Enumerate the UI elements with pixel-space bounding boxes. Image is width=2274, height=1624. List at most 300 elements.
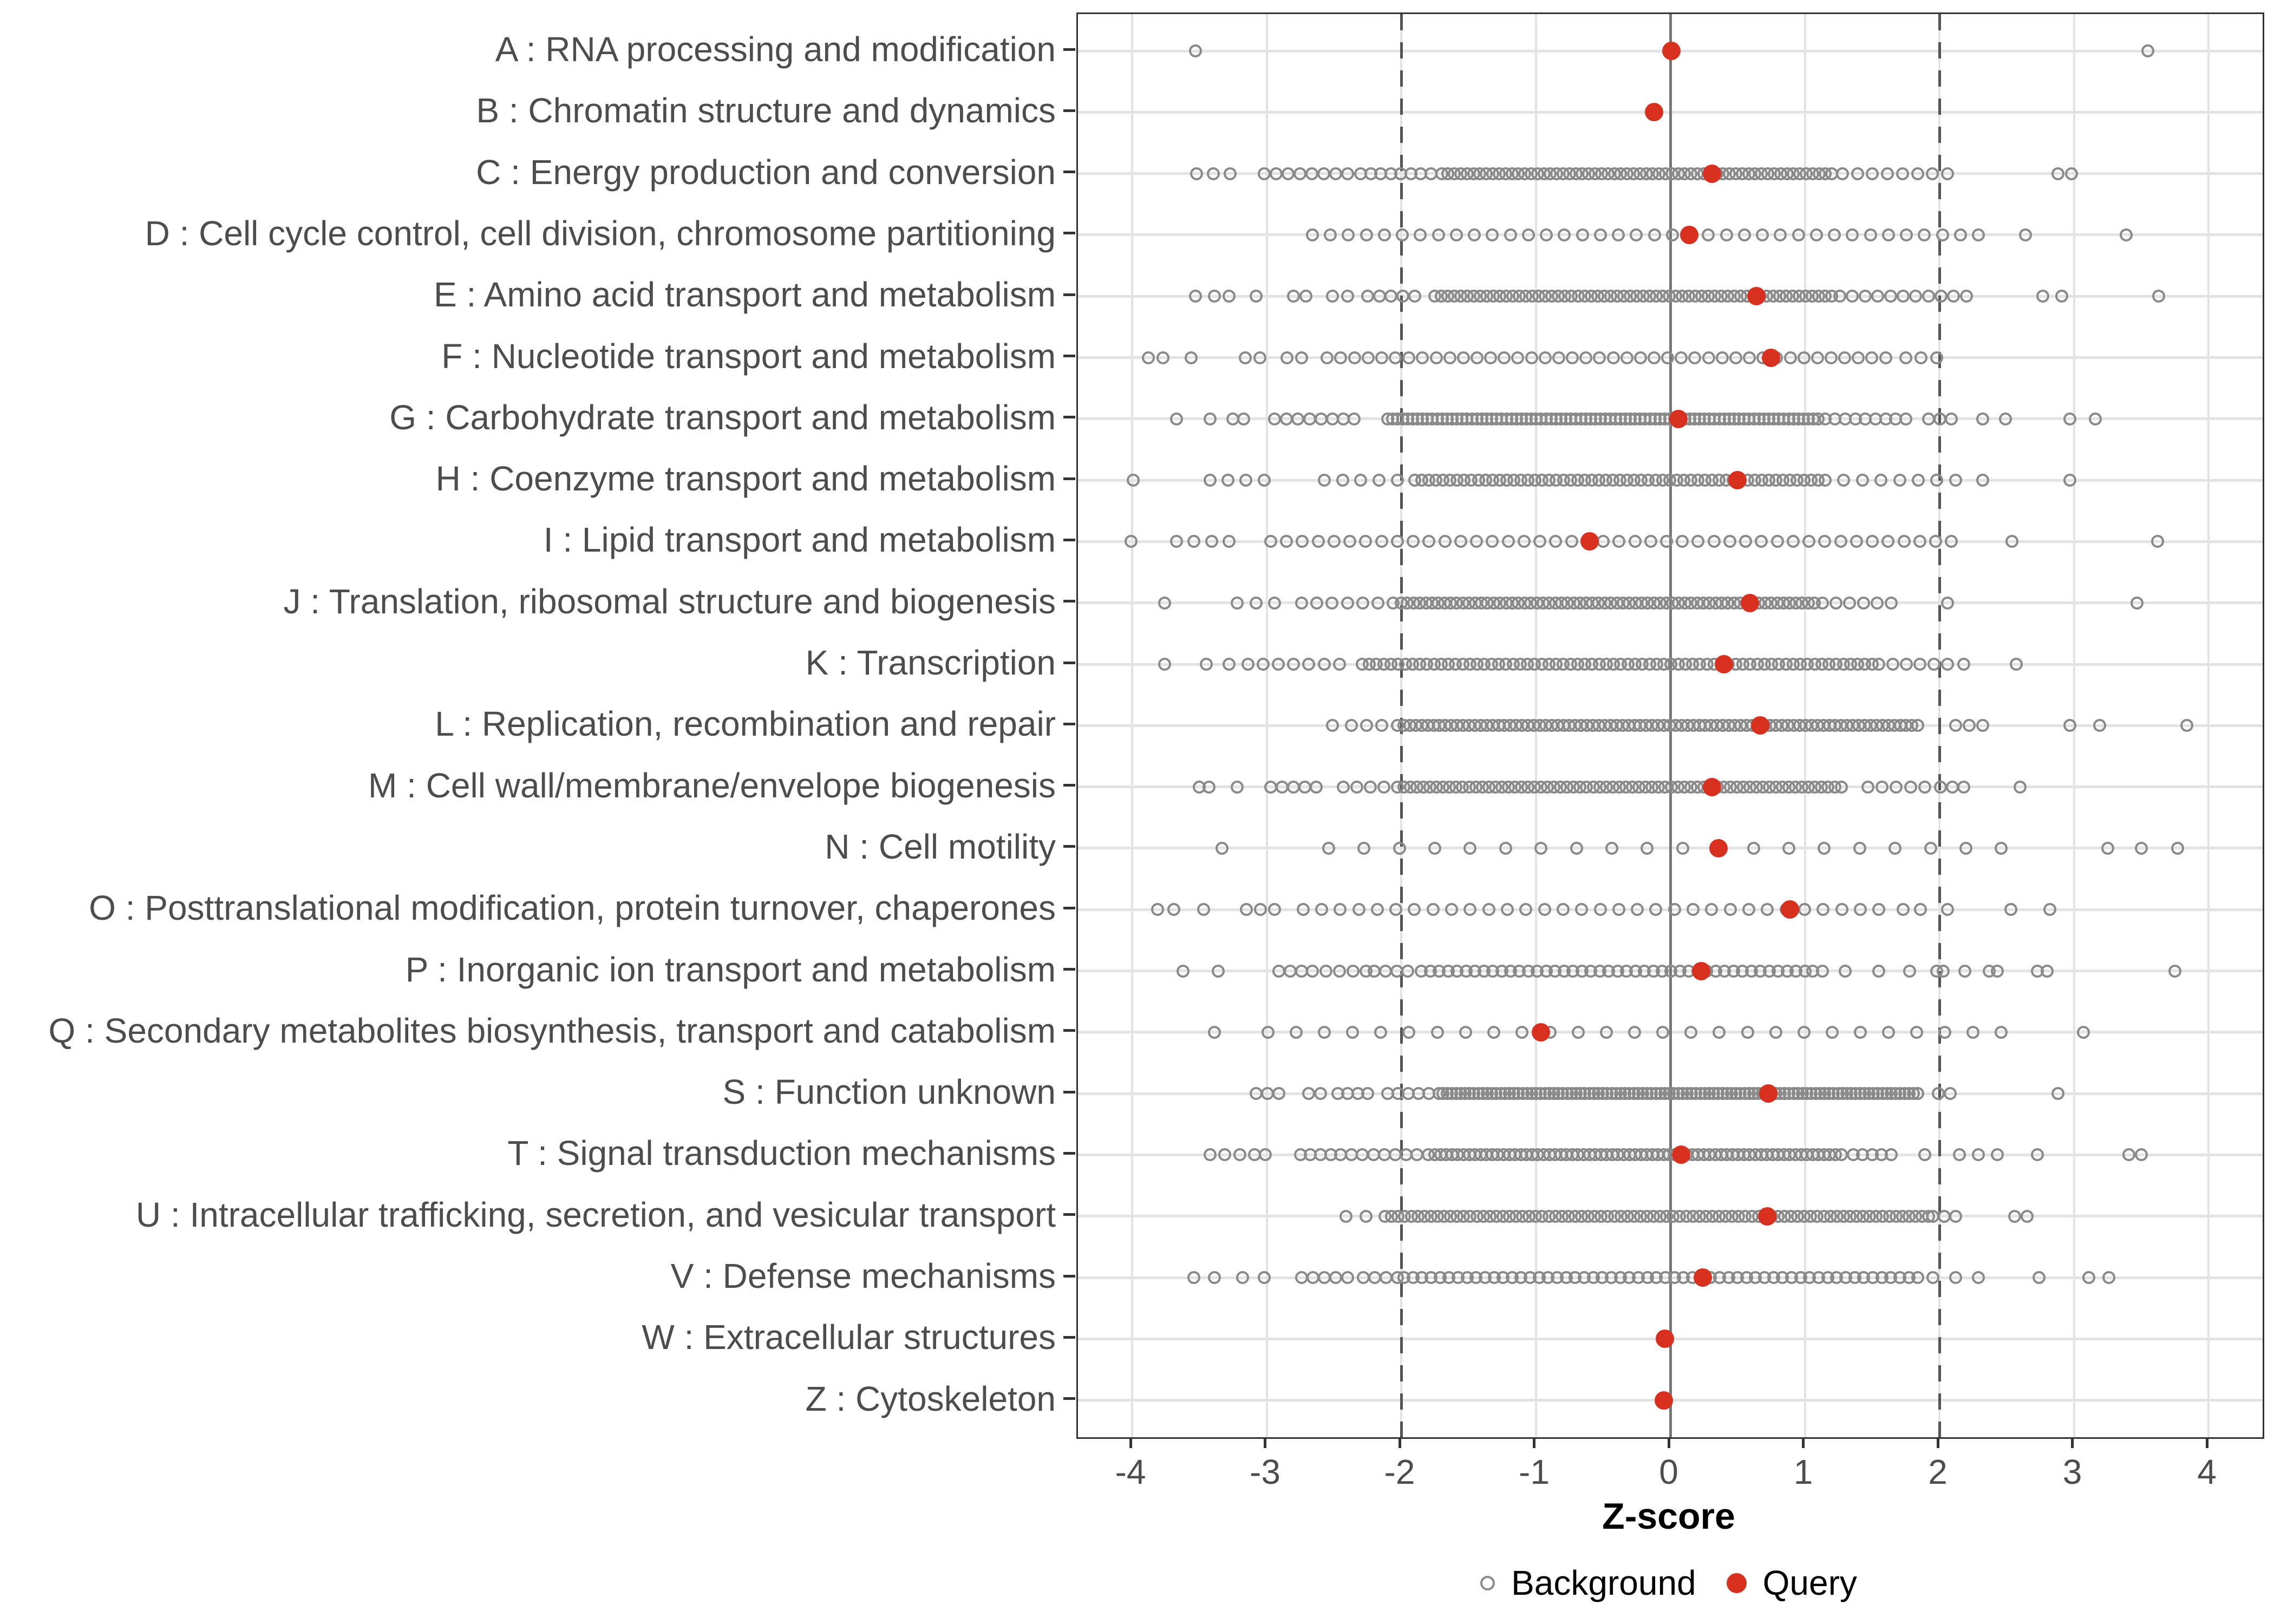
background-point bbox=[1930, 474, 1943, 487]
background-point bbox=[1918, 1148, 1931, 1161]
background-point bbox=[1851, 167, 1864, 180]
x-axis-tick-label: -1 bbox=[1519, 1452, 1550, 1491]
background-point bbox=[1486, 228, 1499, 241]
background-point bbox=[1297, 903, 1310, 916]
background-point bbox=[1187, 1271, 1200, 1284]
x-axis-tick-label: 2 bbox=[1928, 1452, 1948, 1491]
background-point bbox=[1833, 290, 1846, 303]
background-point bbox=[2033, 1271, 2046, 1284]
background-point bbox=[1207, 167, 1220, 180]
query-point bbox=[1645, 103, 1663, 121]
background-point bbox=[1771, 535, 1784, 548]
background-point bbox=[1127, 474, 1140, 487]
background-point bbox=[1687, 903, 1700, 916]
background-point bbox=[1223, 290, 1236, 303]
background-point bbox=[1125, 535, 1138, 548]
background-point bbox=[1258, 1271, 1271, 1284]
background-point bbox=[1233, 1148, 1246, 1161]
background-point bbox=[1402, 351, 1415, 364]
background-point bbox=[1784, 351, 1797, 364]
background-point bbox=[1457, 351, 1470, 364]
background-point bbox=[1240, 903, 1253, 916]
background-point bbox=[1926, 167, 1939, 180]
background-point bbox=[1872, 965, 1885, 978]
x-axis-tick bbox=[1129, 1437, 1132, 1448]
background-point bbox=[1889, 842, 1901, 855]
background-point bbox=[1190, 167, 1203, 180]
background-point bbox=[1839, 965, 1852, 978]
background-point bbox=[1572, 1026, 1585, 1039]
background-point bbox=[1620, 351, 1633, 364]
background-point bbox=[1949, 474, 1962, 487]
background-point bbox=[1518, 535, 1531, 548]
background-point bbox=[2152, 290, 2165, 303]
background-point bbox=[1949, 1271, 1962, 1284]
background-point bbox=[1871, 597, 1884, 610]
background-point bbox=[1607, 351, 1620, 364]
background-point bbox=[1280, 535, 1293, 548]
background-point bbox=[1612, 903, 1625, 916]
background-point bbox=[1668, 903, 1681, 916]
category-label: W : Extracellular structures bbox=[642, 1318, 1056, 1357]
background-point bbox=[1924, 842, 1937, 855]
background-point bbox=[1502, 535, 1515, 548]
background-point bbox=[1774, 228, 1787, 241]
background-point bbox=[1402, 1026, 1415, 1039]
background-point bbox=[2063, 474, 2076, 487]
background-point bbox=[1391, 535, 1404, 548]
background-point bbox=[1204, 474, 1217, 487]
y-axis-tick bbox=[1063, 1029, 1075, 1032]
background-point bbox=[1231, 597, 1244, 610]
background-point bbox=[1540, 228, 1553, 241]
query-point bbox=[1692, 962, 1710, 980]
background-point bbox=[1742, 903, 1755, 916]
background-point bbox=[1200, 658, 1213, 671]
legend-item-background bbox=[1480, 1563, 1696, 1603]
background-point bbox=[1705, 903, 1718, 916]
background-point bbox=[1306, 228, 1319, 241]
y-axis-tick bbox=[1063, 1152, 1075, 1155]
background-point bbox=[1223, 658, 1236, 671]
background-point bbox=[1861, 781, 1874, 794]
background-point bbox=[1486, 535, 1499, 548]
background-point bbox=[1408, 903, 1421, 916]
background-point bbox=[1932, 1087, 1945, 1100]
background-point bbox=[1828, 228, 1841, 241]
background-point bbox=[1487, 1026, 1500, 1039]
background-point bbox=[1910, 1026, 1923, 1039]
background-point bbox=[1203, 781, 1216, 794]
background-point bbox=[1522, 228, 1535, 241]
background-point bbox=[1688, 351, 1701, 364]
background-point bbox=[1414, 228, 1427, 241]
background-point bbox=[1310, 781, 1323, 794]
background-point bbox=[1631, 903, 1644, 916]
background-point bbox=[2089, 412, 2102, 425]
background-point bbox=[1612, 535, 1625, 548]
query-point bbox=[1741, 594, 1759, 612]
y-axis-tick bbox=[1063, 845, 1075, 848]
background-point bbox=[1991, 965, 2004, 978]
background-point bbox=[1236, 1271, 1249, 1284]
background-point bbox=[1511, 351, 1524, 364]
background-point bbox=[1935, 290, 1948, 303]
background-point bbox=[1893, 474, 1906, 487]
background-point bbox=[1231, 781, 1244, 794]
background-point bbox=[2135, 1148, 2148, 1161]
background-point bbox=[1976, 474, 1989, 487]
category-label: G : Carbohydrate transport and metabolism bbox=[389, 397, 1056, 437]
background-point bbox=[1393, 842, 1406, 855]
background-point bbox=[1250, 290, 1263, 303]
background-point bbox=[1819, 474, 1832, 487]
background-point bbox=[1558, 228, 1571, 241]
background-point bbox=[1866, 167, 1879, 180]
background-point bbox=[1852, 351, 1865, 364]
background-point bbox=[1798, 351, 1811, 364]
background-point bbox=[1258, 167, 1271, 180]
background-point bbox=[2010, 658, 2023, 671]
background-point bbox=[1959, 842, 1972, 855]
background-point bbox=[1958, 965, 1971, 978]
background-point bbox=[1326, 719, 1339, 732]
background-point bbox=[1865, 351, 1878, 364]
background-point bbox=[1884, 290, 1897, 303]
background-point bbox=[1723, 535, 1736, 548]
background-point bbox=[1334, 351, 1347, 364]
background-point bbox=[1628, 1026, 1641, 1039]
background-point bbox=[1212, 965, 1225, 978]
background-point bbox=[1886, 658, 1899, 671]
background-point bbox=[1357, 842, 1370, 855]
y-axis-tick bbox=[1063, 539, 1075, 541]
background-point bbox=[1293, 167, 1306, 180]
background-point bbox=[1352, 903, 1365, 916]
y-axis-tick bbox=[1063, 355, 1075, 357]
background-point bbox=[1826, 1026, 1839, 1039]
background-point bbox=[1350, 781, 1363, 794]
background-point bbox=[2101, 842, 2114, 855]
background-point bbox=[1470, 535, 1483, 548]
background-point bbox=[1396, 228, 1409, 241]
background-point bbox=[1428, 842, 1441, 855]
background-point bbox=[1264, 535, 1277, 548]
x-axis-tick-label: 1 bbox=[1793, 1452, 1813, 1491]
background-point bbox=[1953, 1148, 1966, 1161]
query-point bbox=[1751, 716, 1769, 735]
background-point bbox=[1262, 1026, 1275, 1039]
background-point bbox=[2065, 167, 2078, 180]
background-point bbox=[1317, 167, 1330, 180]
background-point bbox=[1999, 412, 2012, 425]
background-point bbox=[1922, 290, 1935, 303]
background-point bbox=[1798, 903, 1811, 916]
background-point bbox=[1356, 597, 1369, 610]
background-point bbox=[1741, 1026, 1754, 1039]
query-point bbox=[1694, 1268, 1712, 1287]
y-axis-tick bbox=[1063, 662, 1075, 664]
background-point bbox=[1684, 1026, 1697, 1039]
background-point bbox=[1629, 535, 1642, 548]
background-point bbox=[1900, 228, 1913, 241]
background-point bbox=[1268, 903, 1281, 916]
background-point bbox=[1913, 658, 1926, 671]
query-point bbox=[1762, 349, 1780, 367]
background-point bbox=[1911, 167, 1924, 180]
background-point bbox=[1913, 535, 1926, 548]
background-point bbox=[1439, 535, 1452, 548]
background-point bbox=[1976, 412, 1989, 425]
background-point bbox=[1272, 658, 1285, 671]
background-point bbox=[2043, 903, 2056, 916]
background-point bbox=[1904, 781, 1917, 794]
background-point bbox=[1299, 290, 1312, 303]
background-point bbox=[1954, 228, 1967, 241]
gridline-vertical bbox=[2207, 14, 2210, 1437]
background-point bbox=[1375, 535, 1388, 548]
background-point bbox=[1854, 1026, 1867, 1039]
y-axis-tick bbox=[1063, 968, 1075, 971]
background-point bbox=[1305, 167, 1318, 180]
background-point bbox=[1325, 597, 1338, 610]
background-point bbox=[1661, 351, 1674, 364]
category-label: N : Cell motility bbox=[825, 827, 1056, 866]
background-point bbox=[1501, 903, 1514, 916]
background-point bbox=[1463, 842, 1476, 855]
category-label: B : Chromatin structure and dynamics bbox=[476, 91, 1056, 130]
background-point bbox=[1341, 597, 1354, 610]
background-point bbox=[1341, 167, 1354, 180]
legend-label: Background bbox=[1511, 1563, 1696, 1602]
background-point bbox=[1422, 535, 1435, 548]
background-point bbox=[1208, 1026, 1221, 1039]
background-point bbox=[1930, 351, 1943, 364]
background-point bbox=[1811, 351, 1824, 364]
legend-item-query bbox=[1727, 1563, 1857, 1603]
background-point bbox=[2008, 1210, 2021, 1223]
background-point bbox=[1911, 719, 1924, 732]
y-axis-tick bbox=[1063, 1336, 1075, 1339]
x-axis-tick bbox=[1399, 1437, 1401, 1448]
background-point bbox=[1295, 351, 1308, 364]
background-point bbox=[1976, 719, 1989, 732]
background-point bbox=[1896, 167, 1909, 180]
background-point bbox=[1504, 228, 1517, 241]
x-axis-tick bbox=[1802, 1437, 1805, 1448]
background-point bbox=[1859, 290, 1872, 303]
background-point bbox=[1644, 535, 1657, 548]
background-point bbox=[1336, 474, 1349, 487]
background-point bbox=[1691, 535, 1704, 548]
background-point bbox=[1898, 535, 1911, 548]
background-point bbox=[1941, 658, 1954, 671]
background-point bbox=[1995, 1026, 2008, 1039]
background-point bbox=[1310, 597, 1323, 610]
background-point bbox=[1151, 903, 1164, 916]
background-point bbox=[1882, 228, 1895, 241]
background-point bbox=[2051, 167, 2064, 180]
category-label: M : Cell wall/membrane/envelope biogenesis bbox=[368, 765, 1056, 805]
y-axis-tick bbox=[1063, 1091, 1075, 1093]
background-point bbox=[1257, 658, 1270, 671]
query-point bbox=[1669, 410, 1688, 428]
background-point bbox=[1850, 535, 1863, 548]
background-point bbox=[1205, 535, 1218, 548]
background-point bbox=[1882, 1026, 1895, 1039]
category-label: Q : Secondary metabolites biosynthesis, transport and catabolism bbox=[48, 1011, 1056, 1050]
background-point bbox=[1208, 290, 1221, 303]
background-point bbox=[1187, 535, 1200, 548]
y-axis-tick bbox=[1063, 477, 1075, 480]
background-point bbox=[1634, 351, 1647, 364]
background-point bbox=[1374, 1026, 1387, 1039]
background-point bbox=[1218, 1148, 1231, 1161]
background-point bbox=[1342, 228, 1355, 241]
background-point bbox=[1389, 903, 1402, 916]
background-point bbox=[1396, 290, 1409, 303]
background-point bbox=[1347, 965, 1360, 978]
background-point bbox=[1312, 535, 1325, 548]
query-point bbox=[1672, 1145, 1690, 1164]
background-point bbox=[1761, 903, 1774, 916]
background-point bbox=[1912, 474, 1925, 487]
x-axis-tick bbox=[1937, 1437, 1939, 1448]
background-point bbox=[1810, 228, 1823, 241]
background-point bbox=[2168, 965, 2181, 978]
background-point bbox=[2019, 228, 2032, 241]
background-point bbox=[1318, 658, 1331, 671]
query-point bbox=[1580, 532, 1599, 551]
background-point bbox=[1918, 781, 1931, 794]
background-point bbox=[1787, 535, 1800, 548]
background-point bbox=[1326, 290, 1339, 303]
background-point bbox=[1361, 1087, 1374, 1100]
background-point bbox=[1911, 1271, 1924, 1284]
background-point bbox=[1843, 597, 1856, 610]
background-point bbox=[1401, 965, 1414, 978]
background-point bbox=[2051, 1087, 2064, 1100]
y-axis-tick bbox=[1063, 293, 1075, 296]
query-point bbox=[1662, 42, 1681, 60]
background-point bbox=[1416, 351, 1429, 364]
category-label: S : Function unknown bbox=[722, 1072, 1056, 1112]
background-point bbox=[1216, 842, 1229, 855]
background-point bbox=[1373, 474, 1386, 487]
background-point bbox=[1431, 1026, 1444, 1039]
background-point bbox=[1533, 535, 1546, 548]
x-axis-tick bbox=[1533, 1437, 1535, 1448]
background-point bbox=[1345, 719, 1358, 732]
background-point bbox=[2036, 290, 2049, 303]
background-point bbox=[1594, 228, 1607, 241]
background-point bbox=[1957, 781, 1970, 794]
background-point bbox=[1360, 228, 1373, 241]
background-point bbox=[1339, 1210, 1352, 1223]
background-point bbox=[1259, 1148, 1272, 1161]
background-point bbox=[1575, 903, 1588, 916]
category-label: A : RNA processing and modification bbox=[495, 30, 1056, 69]
background-point bbox=[1879, 351, 1892, 364]
background-point bbox=[1268, 597, 1281, 610]
background-point bbox=[1837, 474, 1850, 487]
background-point bbox=[1854, 903, 1867, 916]
background-point bbox=[1755, 535, 1768, 548]
x-axis-title: Z-score bbox=[1602, 1496, 1735, 1537]
background-point bbox=[1605, 842, 1618, 855]
background-point bbox=[1929, 535, 1942, 548]
category-label: I : Lipid transport and metabolism bbox=[543, 520, 1056, 560]
background-point bbox=[1557, 903, 1570, 916]
background-point bbox=[1391, 474, 1404, 487]
legend bbox=[1290, 1556, 2048, 1610]
background-point bbox=[1445, 903, 1458, 916]
background-point bbox=[1949, 719, 1962, 732]
background-point bbox=[2180, 719, 2193, 732]
background-point bbox=[1471, 351, 1484, 364]
background-point bbox=[1343, 535, 1356, 548]
background-point bbox=[1322, 842, 1335, 855]
background-point bbox=[1897, 903, 1910, 916]
background-point bbox=[1534, 842, 1547, 855]
background-point bbox=[1829, 597, 1842, 610]
background-point bbox=[1941, 903, 1954, 916]
background-point bbox=[1408, 290, 1421, 303]
y-axis-tick bbox=[1063, 784, 1075, 787]
background-point bbox=[1649, 903, 1662, 916]
background-point bbox=[2141, 44, 2154, 57]
background-point bbox=[1876, 781, 1889, 794]
background-point bbox=[1593, 351, 1606, 364]
background-point bbox=[1856, 474, 1869, 487]
background-point bbox=[1899, 351, 1912, 364]
background-point bbox=[1329, 167, 1342, 180]
background-point bbox=[2171, 842, 2184, 855]
background-point bbox=[1389, 351, 1402, 364]
x-axis-tick bbox=[1264, 1437, 1266, 1448]
background-point bbox=[1333, 658, 1346, 671]
background-point bbox=[1324, 228, 1337, 241]
background-point bbox=[1361, 290, 1374, 303]
background-point bbox=[1306, 965, 1319, 978]
background-point bbox=[1170, 535, 1183, 548]
background-point bbox=[1729, 351, 1742, 364]
background-point bbox=[1881, 167, 1894, 180]
background-point bbox=[1957, 658, 1970, 671]
background-point bbox=[1676, 842, 1689, 855]
query-point bbox=[1532, 1023, 1550, 1042]
background-point bbox=[2031, 1148, 2044, 1161]
background-point bbox=[1738, 228, 1751, 241]
background-legend-marker-icon bbox=[1480, 1576, 1495, 1590]
background-point bbox=[1319, 965, 1332, 978]
background-point bbox=[1519, 903, 1532, 916]
background-point bbox=[1702, 351, 1715, 364]
background-point bbox=[1498, 351, 1511, 364]
background-point bbox=[1903, 965, 1916, 978]
background-point bbox=[1802, 535, 1815, 548]
background-point bbox=[2135, 842, 2148, 855]
background-point bbox=[2041, 965, 2054, 978]
background-point bbox=[1881, 535, 1894, 548]
background-point bbox=[1918, 228, 1931, 241]
background-point bbox=[1221, 474, 1234, 487]
background-point bbox=[1525, 351, 1538, 364]
background-point bbox=[1158, 597, 1171, 610]
background-point bbox=[1359, 535, 1372, 548]
background-point bbox=[1835, 781, 1848, 794]
background-point bbox=[1834, 535, 1847, 548]
